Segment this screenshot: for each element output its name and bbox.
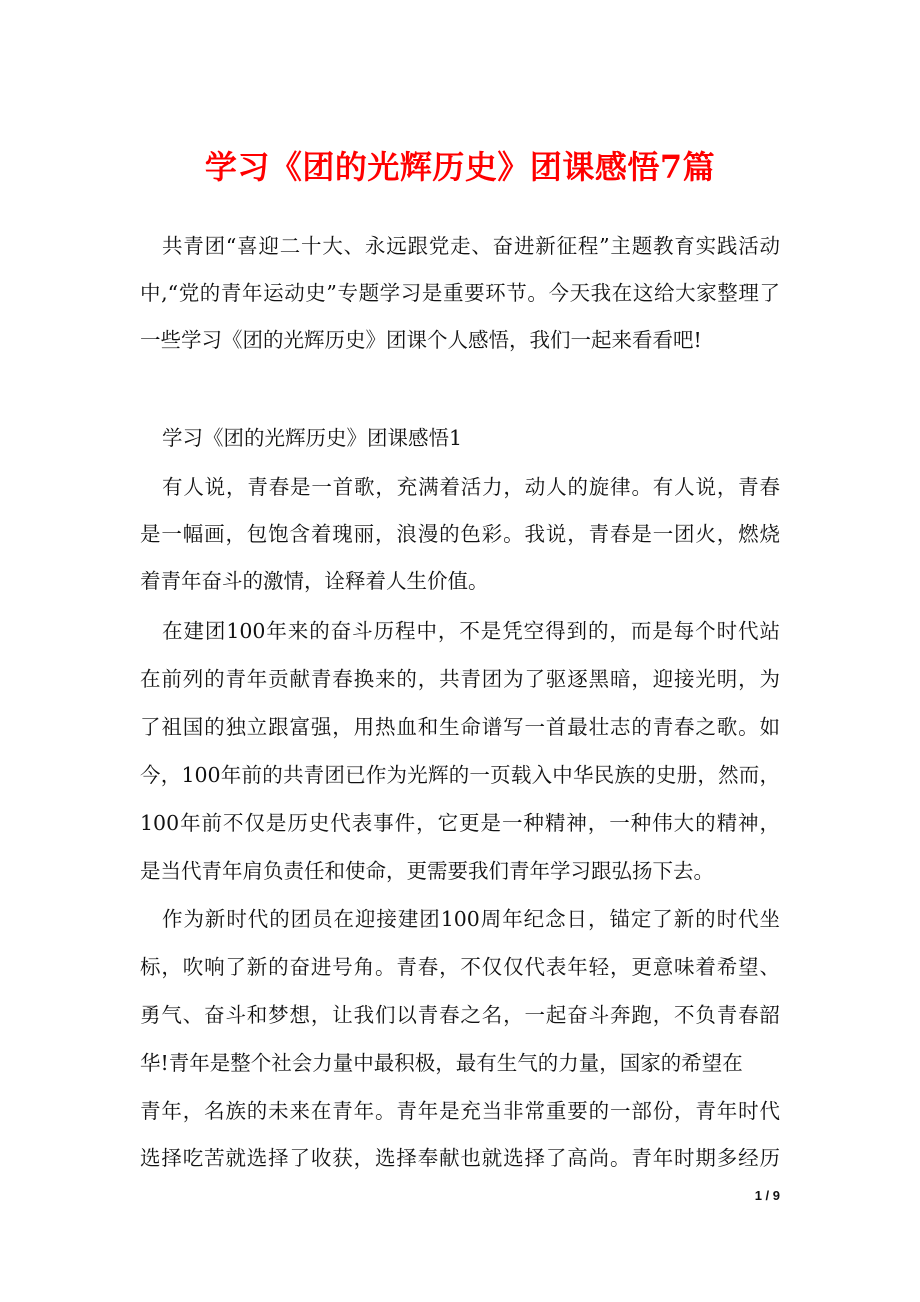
body-line: 是一幅画，包饱含着瑰丽，浪漫的色彩。我说，青春是一团火，燃烧: [140, 522, 780, 546]
section-heading: 学习《团的光辉历史》团课感悟1: [162, 426, 463, 450]
intro-line: 一些学习《团的光辉历史》团课个人感悟，我们一起来看看吧!: [140, 328, 702, 352]
body-line: 选择吃苦就选择了收获，选择奉献也就选择了高尚。青年时期多经历: [140, 1146, 780, 1170]
intro-line: 共青团“喜迎二十大、永远跟党走、奋进新征程”主题教育实践活动: [162, 234, 780, 258]
body-line: 今，100年前的共青团已作为光辉的一页载入中华民族的史册，然而，: [140, 763, 780, 787]
page-number: 1 / 9: [754, 1188, 780, 1203]
body-line: 作为新时代的团员在迎接建团100周年纪念日，锚定了新的时代坐: [162, 907, 780, 931]
intro-line: 中,“党的青年运动史”专题学习是重要环节。今天我在这给大家整理了: [140, 281, 780, 305]
body-line: 了祖国的独立跟富强，用热血和生命谱写一首最壮志的青春之歌。如: [140, 715, 780, 739]
body-line: 勇气、奋斗和梦想，让我们以青春之名，一起奋斗奔跑，不负青春韶: [140, 1003, 780, 1027]
body-line: 是当代青年肩负责任和使命，更需要我们青年学习跟弘扬下去。: [140, 859, 714, 883]
body-line: 华!青年是整个社会力量中最积极，最有生气的力量，国家的希望在: [140, 1051, 743, 1075]
body-line: 有人说，青春是一首歌，充满着活力，动人的旋律。有人说，青春: [162, 475, 780, 499]
body-line: 青年，名族的未来在青年。青年是充当非常重要的一部份，青年时代: [140, 1099, 780, 1123]
body-line: 标，吹响了新的奋进号角。青春，不仅仅代表年轻，更意味着希望、: [140, 955, 780, 979]
body-line: 在建团100年来的奋斗历程中，不是凭空得到的，而是每个时代站: [162, 619, 780, 643]
document-title: 学习《团的光辉历史》团课感悟7篇: [204, 148, 716, 186]
body-line: 在前列的青年贡献青春换来的，共青团为了驱逐黑暗，迎接光明，为: [140, 667, 780, 691]
body-line: 着青年奋斗的激情，诠释着人生价值。: [140, 569, 489, 593]
body-line: 100年前不仅是历史代表事件，它更是一种精神，一种伟大的精神，: [140, 811, 780, 835]
